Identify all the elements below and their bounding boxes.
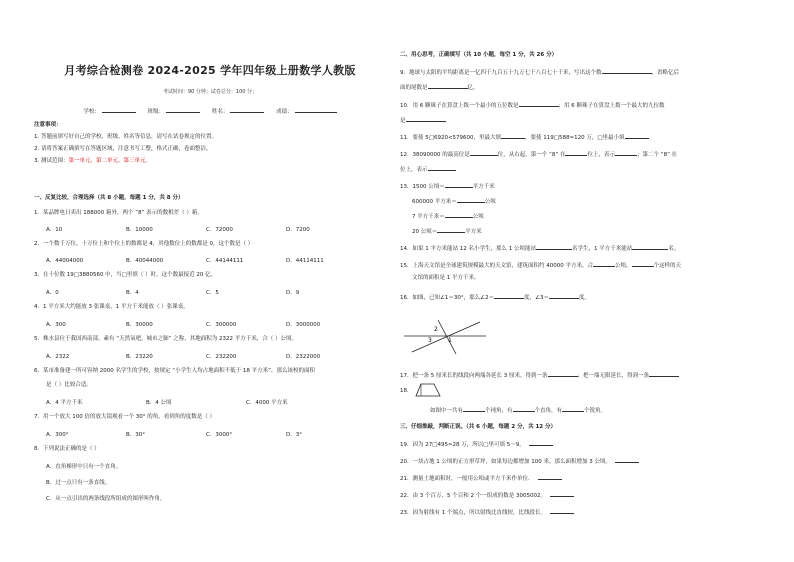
question-3: 3．在十位数 19□3880560 中，当□里填（ ）时，这个数最接近 20 亿。 — [34, 272, 217, 278]
section1-heading: 一、反复比较，合理选择（共 8 小题，每题 1 分，共 8 分） — [34, 195, 184, 201]
answer-blank[interactable] — [494, 292, 524, 299]
option[interactable]: B．过一点只有一条直线。 — [46, 480, 111, 486]
question-10-cont: 是 — [400, 115, 446, 125]
question-13-c: 7 平方千米＝ 公顷 — [412, 211, 484, 221]
question-6: 6．某市准备建一所可容纳 2000 名学生的学校，按规定 “小学生人均占地面积不低于 18 平方米”，那么该校的面积 — [34, 368, 315, 374]
option[interactable]: D．3000000 — [286, 322, 321, 328]
option[interactable]: B．10000 — [126, 227, 153, 233]
section2-heading: 二、用心思考，正确填写（共 10 小题，每空 1 分，共 26 分） — [400, 52, 558, 58]
option[interactable]: C．300000 — [206, 322, 237, 328]
scope-unit: 第三单元。 — [123, 158, 152, 164]
trapezoid-diagram — [414, 382, 442, 398]
answer-blank[interactable] — [632, 243, 668, 250]
answer-blank[interactable] — [550, 507, 574, 514]
answer-blank[interactable] — [536, 243, 572, 250]
angle-label: 3 — [428, 337, 432, 344]
scope-unit: 第一单元、 — [68, 158, 97, 164]
class-label: 班级： — [147, 109, 165, 115]
option[interactable]: A．300° — [46, 432, 69, 438]
answer-blank[interactable] — [632, 260, 654, 267]
answer-blank[interactable] — [602, 67, 652, 74]
answer-blank[interactable] — [565, 149, 587, 156]
question-18: 18． — [400, 388, 413, 394]
question-2: 2．一个数千万位，十万位上和个位上的数都是 4，其他数位上的数都是 0，这个数是（ ） — [34, 241, 254, 247]
question-15-cont: 文馆的面积是 1 平方千米。 — [412, 275, 480, 281]
question-9-cont: 面的尾数是 亿。 — [400, 82, 479, 92]
question-13-b: 600000 平方米＝ 公顷 — [412, 196, 496, 206]
scope-unit: 第二单元、 — [96, 158, 124, 164]
option[interactable]: C．5 — [206, 290, 219, 296]
option[interactable]: A．直角梯形中只有一个直角。 — [46, 464, 122, 470]
judgement-item: 20．一块占地 1 公顷的正方形草坪，如果每边都增加 100 米，那么面积增加 3 公顷。 — [400, 456, 639, 466]
question-6-cont: 是（ ）比较合适。 — [46, 382, 92, 388]
option[interactable]: A．2322 — [46, 354, 70, 360]
answer-blank[interactable] — [519, 100, 559, 107]
answer-blank[interactable] — [649, 370, 679, 377]
option[interactable]: B．30000 — [126, 322, 153, 328]
option[interactable]: C．72000 — [206, 227, 233, 233]
name-label: 姓名： — [211, 109, 229, 115]
option[interactable]: B．4 — [126, 290, 139, 296]
question-12-cont: 位上，表示 — [400, 164, 456, 174]
notes-heading: 注意事项： — [34, 122, 62, 128]
judgement-item: 22．由 3 个百万、5 个百和 2 个一组成的数是 3005002。 — [400, 490, 574, 500]
answer-blank[interactable] — [562, 405, 584, 412]
answer-blank[interactable] — [538, 473, 562, 480]
judgement-item: 21．测量土地面积时，一般用公顷或平方千米作单位． — [400, 473, 562, 483]
option[interactable]: A．0 — [46, 290, 59, 296]
answer-blank[interactable] — [550, 490, 574, 497]
option[interactable]: A．10 — [46, 227, 63, 233]
judgement-item: 23．因为射线有 1 个端点，所以射线比直线短，比线段长。 — [400, 507, 574, 517]
question-13-d: 20 公顷＝ 平方米 — [412, 226, 482, 236]
option[interactable]: D．7200 — [286, 227, 310, 233]
option[interactable]: D．3° — [286, 432, 302, 438]
question-11: 11．要使 5□6920<579600，里最大填 ，要使 119□588≈120 万，□里最小填 — [400, 132, 649, 142]
option[interactable]: C．从一点引出的两条线段所组成的图形叫作角。 — [46, 496, 166, 502]
option[interactable]: A．44004000 — [46, 258, 84, 264]
class-field[interactable] — [166, 112, 200, 113]
question-17: 17．把一条 5 厘米长的线段向两端各延长 3 厘米，得到一条 ；把一端无限延长，得到一条 — [400, 370, 679, 380]
question-8: 8．下列说法正确的是（ ） — [34, 446, 100, 452]
option[interactable]: B．23220 — [126, 354, 153, 360]
school-field[interactable] — [102, 112, 136, 113]
option[interactable]: B．40044000 — [126, 258, 164, 264]
judgement-item: 19．因为 27□495≈28 万，所以□里可填 5～9。 — [400, 439, 553, 449]
question-5: 5．株水县位于我国西南部，素有 “天然氧吧，城市之肺” 之称，其地面积为 2322 平方千米，合（ ）公顷。 — [34, 336, 297, 342]
option[interactable]: C．44144111 — [206, 258, 244, 264]
question-1: 1．某品牌电日卖出 188000 箱外，两个 “8” 表示的数相差（ ）箱。 — [34, 210, 203, 216]
option[interactable]: D．2322000 — [286, 354, 321, 360]
option[interactable]: D．44114111 — [286, 258, 324, 264]
score-field[interactable] — [295, 112, 337, 113]
question-10: 10．用 6 颗珠子在算盘上拨一个最小的五位数是 ；用 6 颗珠子在算盘上拨一个最大的九位数 — [400, 100, 665, 110]
question-9: 9．地球与太阳的平均距离是一亿四千九百五十九万七千八百七十千米，写出这个数 ，省略亿后 — [400, 67, 679, 77]
answer-blank[interactable] — [445, 211, 473, 218]
answer-blank[interactable] — [501, 132, 525, 139]
answer-blank[interactable] — [615, 149, 637, 156]
answer-blank[interactable] — [437, 226, 465, 233]
answer-blank[interactable] — [428, 164, 456, 171]
note-item: 1. 答题前填写好自己的学校、班级、姓名等信息，请写在试卷规定的位置。 — [34, 134, 217, 140]
option[interactable]: C．4000 平方米 — [246, 400, 288, 406]
answer-blank[interactable] — [406, 115, 446, 122]
option[interactable]: C．3000° — [206, 432, 233, 438]
answer-blank[interactable] — [445, 181, 473, 188]
option[interactable]: D．9 — [286, 290, 300, 296]
angle-label: 1 — [448, 337, 452, 344]
answer-blank[interactable] — [457, 196, 485, 203]
student-info-fields — [30, 107, 390, 115]
answer-blank[interactable] — [513, 405, 535, 412]
question-14: 14．如果 1 平方米能站 12 名小学生，那么 1 公顷能站 名学生，1 平方千米能站 名。 — [400, 243, 679, 253]
answer-blank[interactable] — [593, 260, 615, 267]
answer-blank[interactable] — [470, 149, 498, 156]
question-13: 13．1500 公顷＝ 平方千米 — [400, 181, 495, 191]
answer-blank[interactable] — [463, 405, 485, 412]
score-label: 成绩： — [276, 109, 293, 115]
section3-heading: 三、仔细推敲，判断正误。（共 6 小题，每题 2 分，共 12 分） — [400, 424, 557, 430]
answer-blank[interactable] — [548, 370, 578, 377]
question-12: 12．38090000 的最高位是 位，从右起，第一个 “8” 在 位上，表示 ；第二个 “8” 在 — [400, 149, 677, 159]
answer-blank[interactable] — [428, 82, 468, 89]
question-4: 4．1 平方米大约能放 3 张课桌，1 平方千米能放（ ）张课桌。 — [34, 304, 189, 310]
question-15: 15．上海天文馆是全球建筑规模最大的天文馆，建筑面积约 40000 平方米，合 公顷， 个这样的天 — [400, 260, 681, 270]
school-label: 学校： — [83, 109, 100, 115]
exam-info: 考试时间：90 分钟；试卷总分：100 分； — [162, 89, 258, 95]
answer-blank[interactable] — [529, 439, 553, 446]
option[interactable]: B．30° — [126, 432, 146, 438]
option[interactable]: C．232200 — [206, 354, 237, 360]
answer-blank[interactable] — [625, 132, 649, 139]
answer-blank[interactable] — [549, 292, 579, 299]
note-item: 2. 请将答案正确填写在答题区域，注意书写工整，格式正确，卷面整洁。 — [34, 146, 212, 152]
question-7: 7．用一个放大 100 倍的放大镜观看一个 30° 的角，看到角的度数是（ ） — [34, 414, 215, 420]
answer-blank[interactable] — [615, 456, 639, 463]
name-field[interactable] — [230, 112, 264, 113]
page-title: 月考综合检测卷 2024-2025 学年四年级上册数学人教版 — [64, 64, 356, 77]
question-18-cont: 如图中一共有 个钝角，有 个直角，有 个锐角。 — [430, 405, 606, 415]
note-scope: 3. 测试范围：第一单元、第二单元、第三单元。 — [34, 158, 152, 164]
option[interactable]: A．4 平方千米 — [46, 400, 83, 406]
option[interactable]: A．300 — [46, 322, 66, 328]
question-16: 16．如图，已知∠1＝30°，那么∠2＝ 度，∠3＝ 度。 — [400, 292, 590, 302]
angle-diagram — [404, 314, 494, 360]
angle-label: 2 — [434, 326, 438, 333]
option[interactable]: B．4 公顷 — [146, 400, 172, 406]
